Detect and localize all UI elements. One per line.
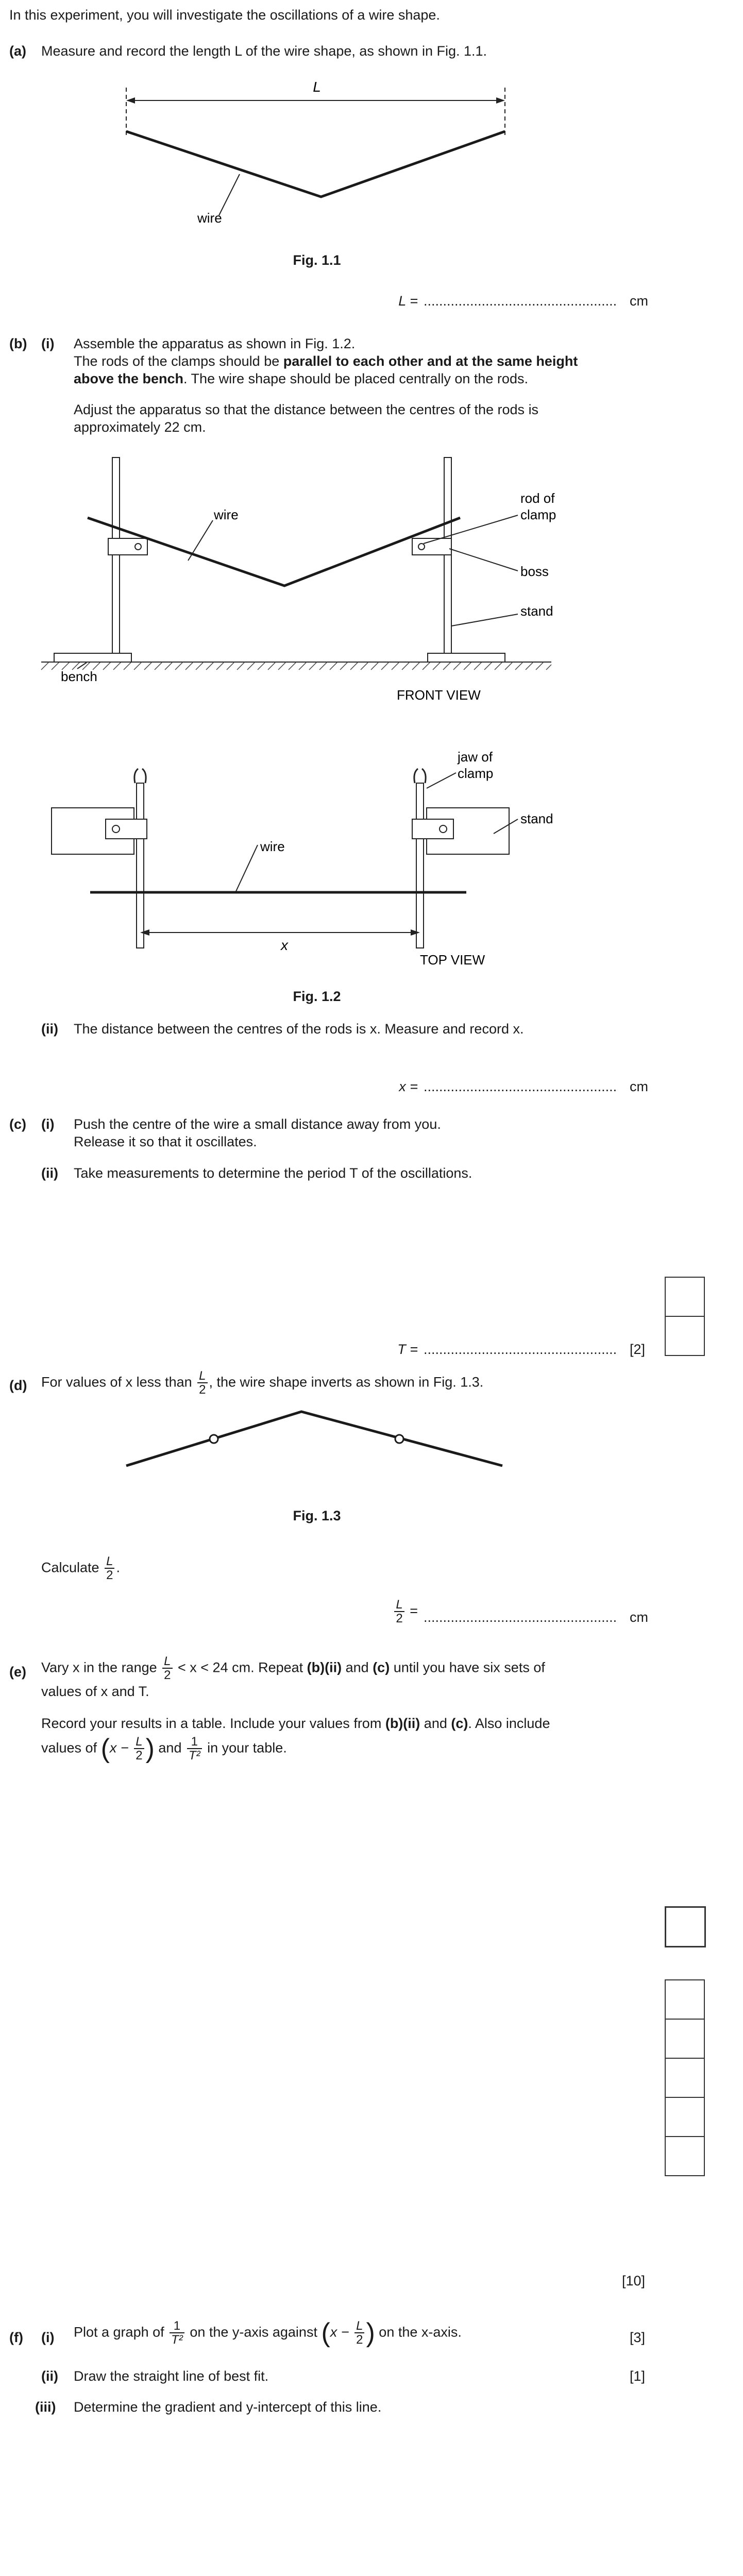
part-b-line5: approximately 22 cm. <box>74 419 206 435</box>
part-e-line1: Vary x in the range $\frac{L}{2}$ < x < 24 cm. Repeat (b)(ii) and (c) until you have six sets of <box>41 1654 545 1683</box>
part-f-iii-label: (iii) <box>35 2399 56 2415</box>
part-b-line2: The rods of the clamps should be parallel to each other and at the same height <box>74 353 578 369</box>
part-c-i-line2: Release it so that it oscillates. <box>74 1134 257 1149</box>
part-b-line4: Adjust the apparatus so that the distance between the centres of the rods is <box>74 402 539 417</box>
rod-of-clamp-leader <box>424 515 518 544</box>
top-wire-leader <box>236 845 258 891</box>
wire-leader <box>188 520 213 561</box>
mark-box-e-4 <box>665 2097 705 2137</box>
part-f-ii-label: (ii) <box>41 2368 58 2384</box>
part-f-i-label: (i) <box>41 2330 55 2345</box>
intro-text: In this experiment, you will investigate the oscillations of a wire shape. <box>9 7 440 23</box>
top-view-title: TOP VIEW <box>420 952 485 968</box>
marks-c: [2] <box>630 1342 646 1357</box>
front-label-boss: boss <box>520 564 549 579</box>
answer-L-unit: cm <box>630 293 648 309</box>
answer-L-field[interactable]: .................................................. <box>424 293 617 309</box>
mark-box-e-1 <box>665 1979 705 2020</box>
top-label-jaw-of: jaw of <box>458 749 493 765</box>
part-c-ii-text: Take measurements to determine the period T of the oscillations. <box>74 1165 472 1181</box>
part-b-line1: Assemble the apparatus as shown in Fig. 1.2. <box>74 336 356 351</box>
left-rod-end <box>210 1435 218 1443</box>
left-clamp-rod-end <box>135 544 141 550</box>
part-b-line3: above the bench. The wire shape should be placed centrally on the rods. <box>74 371 528 386</box>
answer-T-label: T = <box>397 1342 418 1357</box>
left-clamp-rod-top <box>137 783 144 948</box>
answer-x-field[interactable]: .................................................. <box>424 1079 617 1094</box>
arrowhead-right <box>496 97 505 104</box>
front-label-stand: stand <box>520 603 553 619</box>
right-clamp-jaw <box>414 769 426 783</box>
part-b-label: (b) <box>9 336 27 351</box>
part-d-text: For values of x less than $\frac{L}{2}$ , the wire shape inverts as shown in Fig. 1.3. <box>41 1369 484 1397</box>
left-clamp-jaw <box>134 769 146 783</box>
top-label-x: x <box>281 937 288 953</box>
front-label-clamp: clamp <box>520 507 556 522</box>
figure-1-1 <box>0 72 743 268</box>
fraction-L-over-2: $\frac{L}{2}$ <box>197 1369 207 1396</box>
fig-1-3-caption: Fig. 1.3 <box>293 1508 341 1523</box>
fig-label-L: L <box>313 79 321 95</box>
part-b-ii-label: (ii) <box>41 1021 58 1037</box>
part-f-i-text: Plot a graph of $\frac{1}{\text{T²}}$ on the y-axis against (x − $\frac{L}{2}$ ) on the x-axis. <box>74 2318 462 2348</box>
top-label-clamp: clamp <box>458 766 494 781</box>
jaw-leader <box>427 773 456 788</box>
mark-box-e-3 <box>665 2058 705 2098</box>
part-e-line4: values of (x − $\frac{L}{2}$ ) and $\frac{1}{\text{T²}}$ in your table. <box>41 1734 287 1764</box>
answer-L2-label: $\frac{L}{2}$ = <box>393 1598 418 1625</box>
part-b-ii-text: The distance between the centres of the rods is x. Measure and record x. <box>74 1021 524 1037</box>
part-c-label: (c) <box>9 1116 26 1132</box>
front-label-rod-of: rod of <box>520 490 555 506</box>
right-stand-base <box>428 653 505 662</box>
front-label-bench: bench <box>61 669 97 684</box>
stand-leader <box>451 614 518 626</box>
boss-leader <box>449 549 518 571</box>
top-label-wire: wire <box>260 839 285 854</box>
wire-shape <box>126 131 505 197</box>
answer-L2-field[interactable]: .................................................. <box>424 1609 617 1625</box>
figure-1-2-top-view <box>0 742 743 984</box>
part-e-line3: Record your results in a table. Include your values from (b)(ii) and (c). Also include <box>41 1716 550 1731</box>
arrowhead-left <box>126 97 135 104</box>
left-stand-base <box>54 653 131 662</box>
fig-label-wire: wire <box>197 210 222 226</box>
part-c-i-label: (i) <box>41 1116 55 1132</box>
marks-f-i: [3] <box>630 2330 646 2345</box>
inverted-wire <box>126 1412 502 1466</box>
fig-1-2-caption: Fig. 1.2 <box>293 989 341 1004</box>
front-label-wire: wire <box>214 507 239 522</box>
part-f-ii-text: Draw the straight line of best fit. <box>74 2368 269 2384</box>
top-label-stand: stand <box>520 811 553 826</box>
fig-1-1-caption: Fig. 1.1 <box>293 252 341 268</box>
part-e-label: (e) <box>9 1664 26 1680</box>
part-d-label: (d) <box>9 1378 27 1393</box>
part-c-ii-label: (ii) <box>41 1165 58 1181</box>
part-d-calc: Calculate $\frac{L}{2}$ . <box>41 1554 120 1583</box>
mark-box-e-2 <box>665 2019 705 2059</box>
bench-hatching <box>41 662 551 670</box>
marks-f-ii: [1] <box>630 2368 646 2384</box>
right-boss-screw <box>440 825 447 833</box>
marks-e: [10] <box>622 2273 646 2289</box>
answer-L2-unit: cm <box>630 1609 648 1625</box>
mark-box-e-5 <box>665 2136 705 2176</box>
figure-1-3 <box>0 1401 743 1494</box>
answer-x-unit: cm <box>630 1079 648 1094</box>
front-view-title: FRONT VIEW <box>397 687 481 703</box>
right-clamp-rod-top <box>416 783 424 948</box>
left-boss-screw <box>112 825 120 833</box>
part-e-line2: values of x and T. <box>41 1684 149 1699</box>
figure-1-2-front-view <box>0 443 743 711</box>
right-rod-end <box>395 1435 403 1443</box>
wire-leader-line <box>219 174 240 215</box>
part-c-i-line1: Push the centre of the wire a small distance away from you. <box>74 1116 441 1132</box>
mark-box-c-2 <box>665 1316 705 1356</box>
answer-L-label: L = <box>398 293 418 309</box>
mark-box-e-main <box>665 1906 706 1947</box>
part-f-label: (f) <box>9 2330 23 2345</box>
mark-box-c-1 <box>665 1277 705 1317</box>
part-a-text: Measure and record the length L of the wire shape, as shown in Fig. 1.1. <box>41 43 487 59</box>
part-b-i-label: (i) <box>41 336 55 351</box>
part-f-iii-text: Determine the gradient and y-intercept of this line. <box>74 2399 382 2415</box>
answer-x-label: x = <box>399 1079 418 1094</box>
right-clamp-rod-end <box>418 544 425 550</box>
answer-T-field[interactable]: .................................................. <box>424 1342 617 1357</box>
part-a-label: (a) <box>9 43 26 59</box>
